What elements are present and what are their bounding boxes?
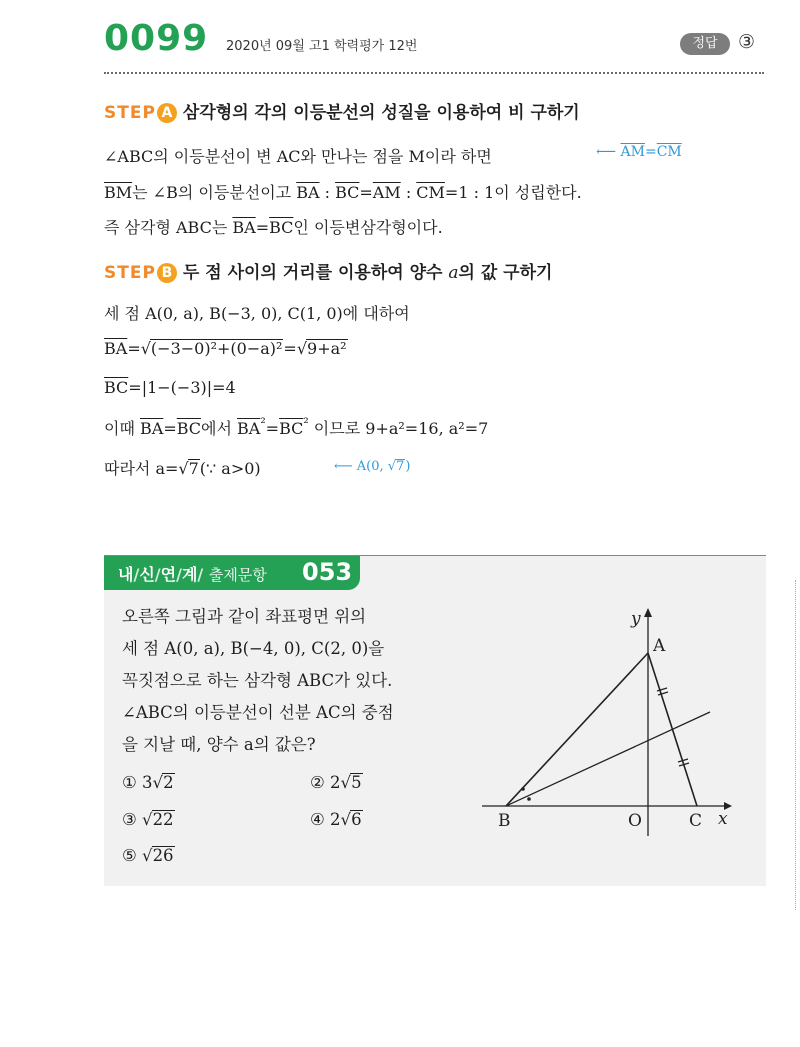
- eq-5: =: [163, 419, 177, 438]
- radical-icon: √: [152, 773, 164, 792]
- segment-bc-4: $\overline{BC}$: [176, 419, 202, 438]
- step-b-letter: B: [157, 263, 177, 283]
- label-a: A: [653, 636, 666, 656]
- segment-ba: $\overline{BA}$: [296, 183, 320, 202]
- radical-icon: √: [142, 846, 153, 865]
- angle-dot: [521, 787, 525, 791]
- colon-2: :: [400, 183, 417, 202]
- tag-part-1: 내: [118, 565, 134, 584]
- option-radicand: 5: [351, 773, 362, 792]
- step-a-line-1: [104, 144, 492, 167]
- eq-1: =: [359, 183, 373, 202]
- label-x: x: [718, 809, 728, 829]
- tag-part-4: 계: [181, 565, 198, 584]
- option-coef: 2: [330, 810, 341, 829]
- segment-ba-4: $\overline{BA}$: [140, 419, 164, 438]
- option-coef: 3: [142, 773, 153, 792]
- label-o: O: [628, 811, 642, 831]
- superscript-2b: ²: [303, 416, 309, 432]
- tag-part-2: 신: [139, 565, 155, 584]
- note-eq: =: [644, 144, 657, 160]
- answer-value: ③: [738, 31, 756, 53]
- segment-bc-3: $\overline{BC}$: [104, 378, 129, 397]
- step-b-line-5: [104, 456, 261, 479]
- step-a-line-3-end: 인 이등변삼각형이다.: [293, 218, 443, 237]
- step-b-title-b: 의 값 구하기: [458, 263, 553, 283]
- option-5[interactable]: [122, 846, 175, 865]
- tag-suffix: 출제문항: [208, 566, 267, 584]
- radical-icon: √: [340, 810, 352, 829]
- triangle-figure: [470, 596, 770, 846]
- step-b-line-3: [104, 378, 236, 397]
- step-b-label: STEP: [104, 263, 156, 283]
- note-radicand: 7: [396, 459, 405, 474]
- option-1[interactable]: [122, 773, 175, 792]
- note-segment-cm: $\overline{CM}$: [656, 144, 682, 160]
- eq-6: =: [265, 419, 280, 438]
- tick-mark: [657, 688, 667, 691]
- tag-part-3: 연: [160, 565, 177, 584]
- arrow-left-icon: ⟵: [334, 459, 353, 474]
- eq-3: =: [127, 339, 141, 358]
- radicand-3: 7: [188, 459, 199, 478]
- arrow-left-icon: ⟵: [596, 144, 617, 160]
- angle-bisector: [506, 712, 710, 806]
- answer-badge: 정답: [680, 33, 730, 55]
- radicand-2: 9+a²: [307, 339, 347, 358]
- colon-1: :: [319, 183, 336, 202]
- step-b-title-var: a: [448, 263, 459, 283]
- segment-ba-3: $\overline{BA}$: [104, 339, 128, 358]
- step-b-line-5-end: (∵ a>0): [199, 459, 261, 478]
- tag-number: 053: [302, 558, 353, 586]
- note-end: ): [405, 459, 411, 474]
- question-line-4: ∠ABC의 이등분선이 선분 AC의 중점: [122, 703, 394, 722]
- option-radicand: 22: [152, 810, 174, 829]
- option-radicand: 2: [163, 773, 174, 792]
- tick-mark: [658, 692, 668, 695]
- segment-bm: $\overline{BM}$: [104, 183, 133, 202]
- step-b-line-1-text: 세 점 A(0, a), B(−3, 0), C(1, 0)에 대하여: [104, 304, 410, 323]
- question-line-2: 세 점 A(0, a), B(−4, 0), C(2, 0)을: [122, 639, 385, 658]
- step-b-side-note: [334, 459, 410, 474]
- segment-ba-2: $\overline{BA}$: [232, 218, 256, 237]
- question-line-1: 오른쪽 그림과 같이 좌표평면 위의: [122, 607, 367, 626]
- problem-number: 0099: [104, 18, 209, 59]
- step-b-line-4-b: 에서: [201, 419, 238, 438]
- radical-icon: √: [296, 339, 308, 358]
- segment-ba-5: $\overline{BA}$: [237, 419, 261, 438]
- eq-2: =: [255, 218, 270, 237]
- angle-dot: [527, 797, 531, 801]
- note-segment-am: $\overline{AM}$: [620, 144, 645, 160]
- y-axis-arrow-icon: [644, 608, 652, 617]
- radical-icon: √: [142, 810, 153, 829]
- radicand-1: (−3−0)²+(0−a)²: [150, 339, 283, 358]
- side-ab: [506, 653, 648, 806]
- option-coef: 2: [330, 773, 341, 792]
- option-3[interactable]: [122, 810, 175, 829]
- related-tag: [104, 556, 360, 590]
- superscript-2: ²: [260, 416, 266, 432]
- radical-icon: √: [340, 773, 352, 792]
- option-num: ②: [310, 773, 325, 792]
- related-tag-text: 내/신/연/계/ 출제문항: [118, 565, 267, 584]
- segment-bc: $\overline{BC}$: [335, 183, 360, 202]
- label-c: C: [689, 811, 703, 831]
- step-b-line-1: [104, 301, 410, 324]
- step-a-line-2: [104, 180, 582, 203]
- option-num: ③: [122, 810, 137, 829]
- step-a-line-2-text-a: 는 ∠B의 이등분선이고: [132, 183, 297, 202]
- step-a-label: STEP: [104, 103, 156, 123]
- step-a-line-1-text: ∠ABC의 이등분선이 변 AC와 만나는 점을 M이라 하면: [104, 147, 492, 166]
- option-radicand: 6: [351, 810, 362, 829]
- step-b-line-5-a: 따라서 a=: [104, 459, 179, 478]
- option-num: ⑤: [122, 846, 137, 865]
- option-2[interactable]: [310, 773, 363, 792]
- segment-bc-5: $\overline{BC}$: [279, 419, 304, 438]
- option-num: ④: [310, 810, 325, 829]
- option-4[interactable]: [310, 810, 363, 829]
- option-radicand: 26: [152, 846, 174, 865]
- step-a-line-2-end: =1 : 1이 성립한다.: [444, 183, 582, 202]
- step-b-heading: [104, 258, 552, 283]
- step-a-letter: A: [157, 103, 177, 123]
- step-b-line-2: [104, 339, 348, 358]
- step-b-line-4-end: 이므로 9+a²=16, a²=7: [308, 419, 489, 438]
- step-a-heading: [104, 98, 580, 123]
- step-a-line-3: [104, 215, 443, 238]
- segment-am: $\overline{AM}$: [372, 183, 401, 202]
- radical-icon: √: [140, 339, 151, 358]
- eq-4: =: [283, 339, 297, 358]
- page-margin-line: [795, 580, 796, 910]
- question-line-5: 을 지날 때, 양수 a의 값은?: [122, 735, 316, 754]
- step-b-line-4-a: 이때: [104, 419, 140, 438]
- label-y: y: [631, 609, 641, 629]
- step-b-title-a: 두 점 사이의 거리를 이용하여 양수: [182, 263, 449, 283]
- step-a-title: 삼각형의 각의 이등분선의 성질을 이용하여 비 구하기: [182, 103, 580, 123]
- question-line-3: 꼭짓점으로 하는 삼각형 ABC가 있다.: [122, 671, 393, 690]
- label-b: B: [498, 811, 511, 831]
- option-num: ①: [122, 773, 137, 792]
- step-a-line-3-text-a: 즉 삼각형 ABC는: [104, 218, 233, 237]
- note-point-a: A(0,: [356, 459, 388, 474]
- step-b-line-3-rest: =|1−(−3)|=4: [128, 378, 236, 397]
- segment-bc-2: $\overline{BC}$: [269, 218, 294, 237]
- radical-icon: √: [387, 459, 397, 474]
- problem-source: 2020년 09월 고1 학력평가 12번: [226, 39, 418, 54]
- step-b-line-4: [104, 416, 488, 439]
- radical-icon: √: [178, 459, 189, 478]
- header-divider: [104, 72, 764, 74]
- segment-cm: $\overline{CM}$: [416, 183, 445, 202]
- step-a-side-note: [596, 144, 682, 160]
